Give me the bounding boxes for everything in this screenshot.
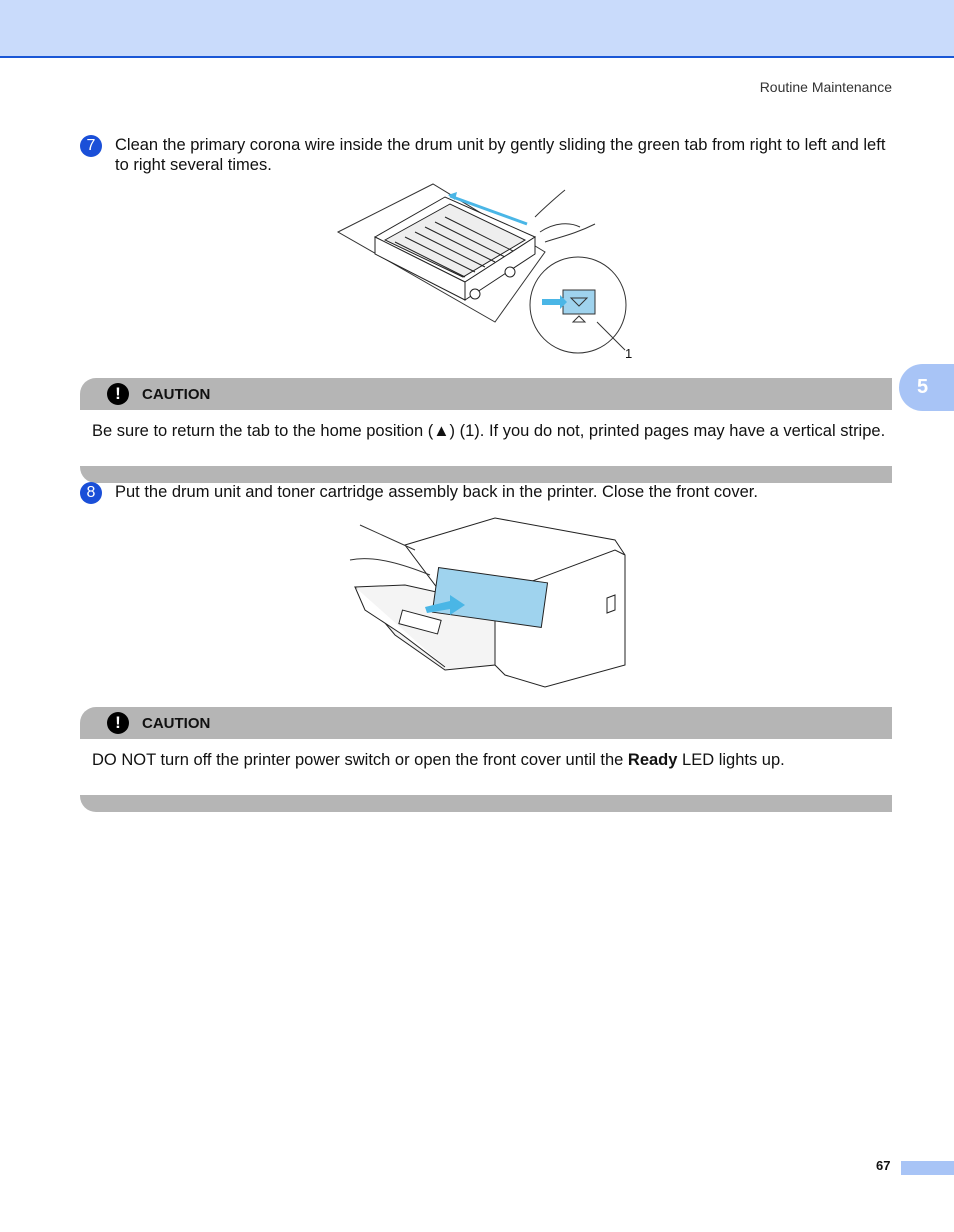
chapter-tab-label: 5 [917, 376, 929, 398]
caution-body: Be sure to return the tab to the home position (▲) (1). If you do not, printed pages may have a vertical stripe. [92, 422, 886, 440]
step-number-badge: 7 [80, 135, 102, 157]
warning-icon: ! [107, 383, 129, 405]
running-head: Routine Maintenance [759, 79, 892, 95]
caution-box-2 [80, 707, 892, 812]
step-8 [80, 482, 892, 502]
caution-header [80, 707, 892, 739]
caution-footer-bar [80, 466, 892, 483]
callout-label-1: 1 [625, 346, 633, 361]
caution-box-1 [80, 378, 892, 483]
caution-title: CAUTION [142, 385, 211, 403]
caution-text: DO NOT turn off the printer power switch or open the front cover until the [92, 751, 628, 769]
page-number: 67 [876, 1158, 891, 1173]
step-text: Put the drum unit and toner cartridge assembly back in the printer. Close the front cover. [115, 483, 758, 501]
ready-led-label: Ready [627, 751, 678, 769]
step-7 [80, 135, 892, 175]
header-band [0, 0, 954, 58]
chapter-tab[interactable] [899, 364, 954, 411]
caution-text-end: LED lights up. [677, 751, 785, 769]
caution-body [80, 739, 892, 779]
step-number-badge: 8 [80, 482, 102, 504]
caution-footer-bar [80, 795, 892, 812]
caution-title: CAUTION [142, 714, 211, 732]
warning-icon: ! [107, 712, 129, 734]
printer-reinsert-illustration [345, 515, 630, 693]
drum-unit-cleaning-illustration [335, 182, 645, 362]
page-number-bar [901, 1161, 954, 1175]
step-text: Clean the primary corona wire inside the drum unit by gently sliding the green tab from right to left and left to right several times. [115, 136, 886, 174]
caution-header [80, 378, 892, 410]
